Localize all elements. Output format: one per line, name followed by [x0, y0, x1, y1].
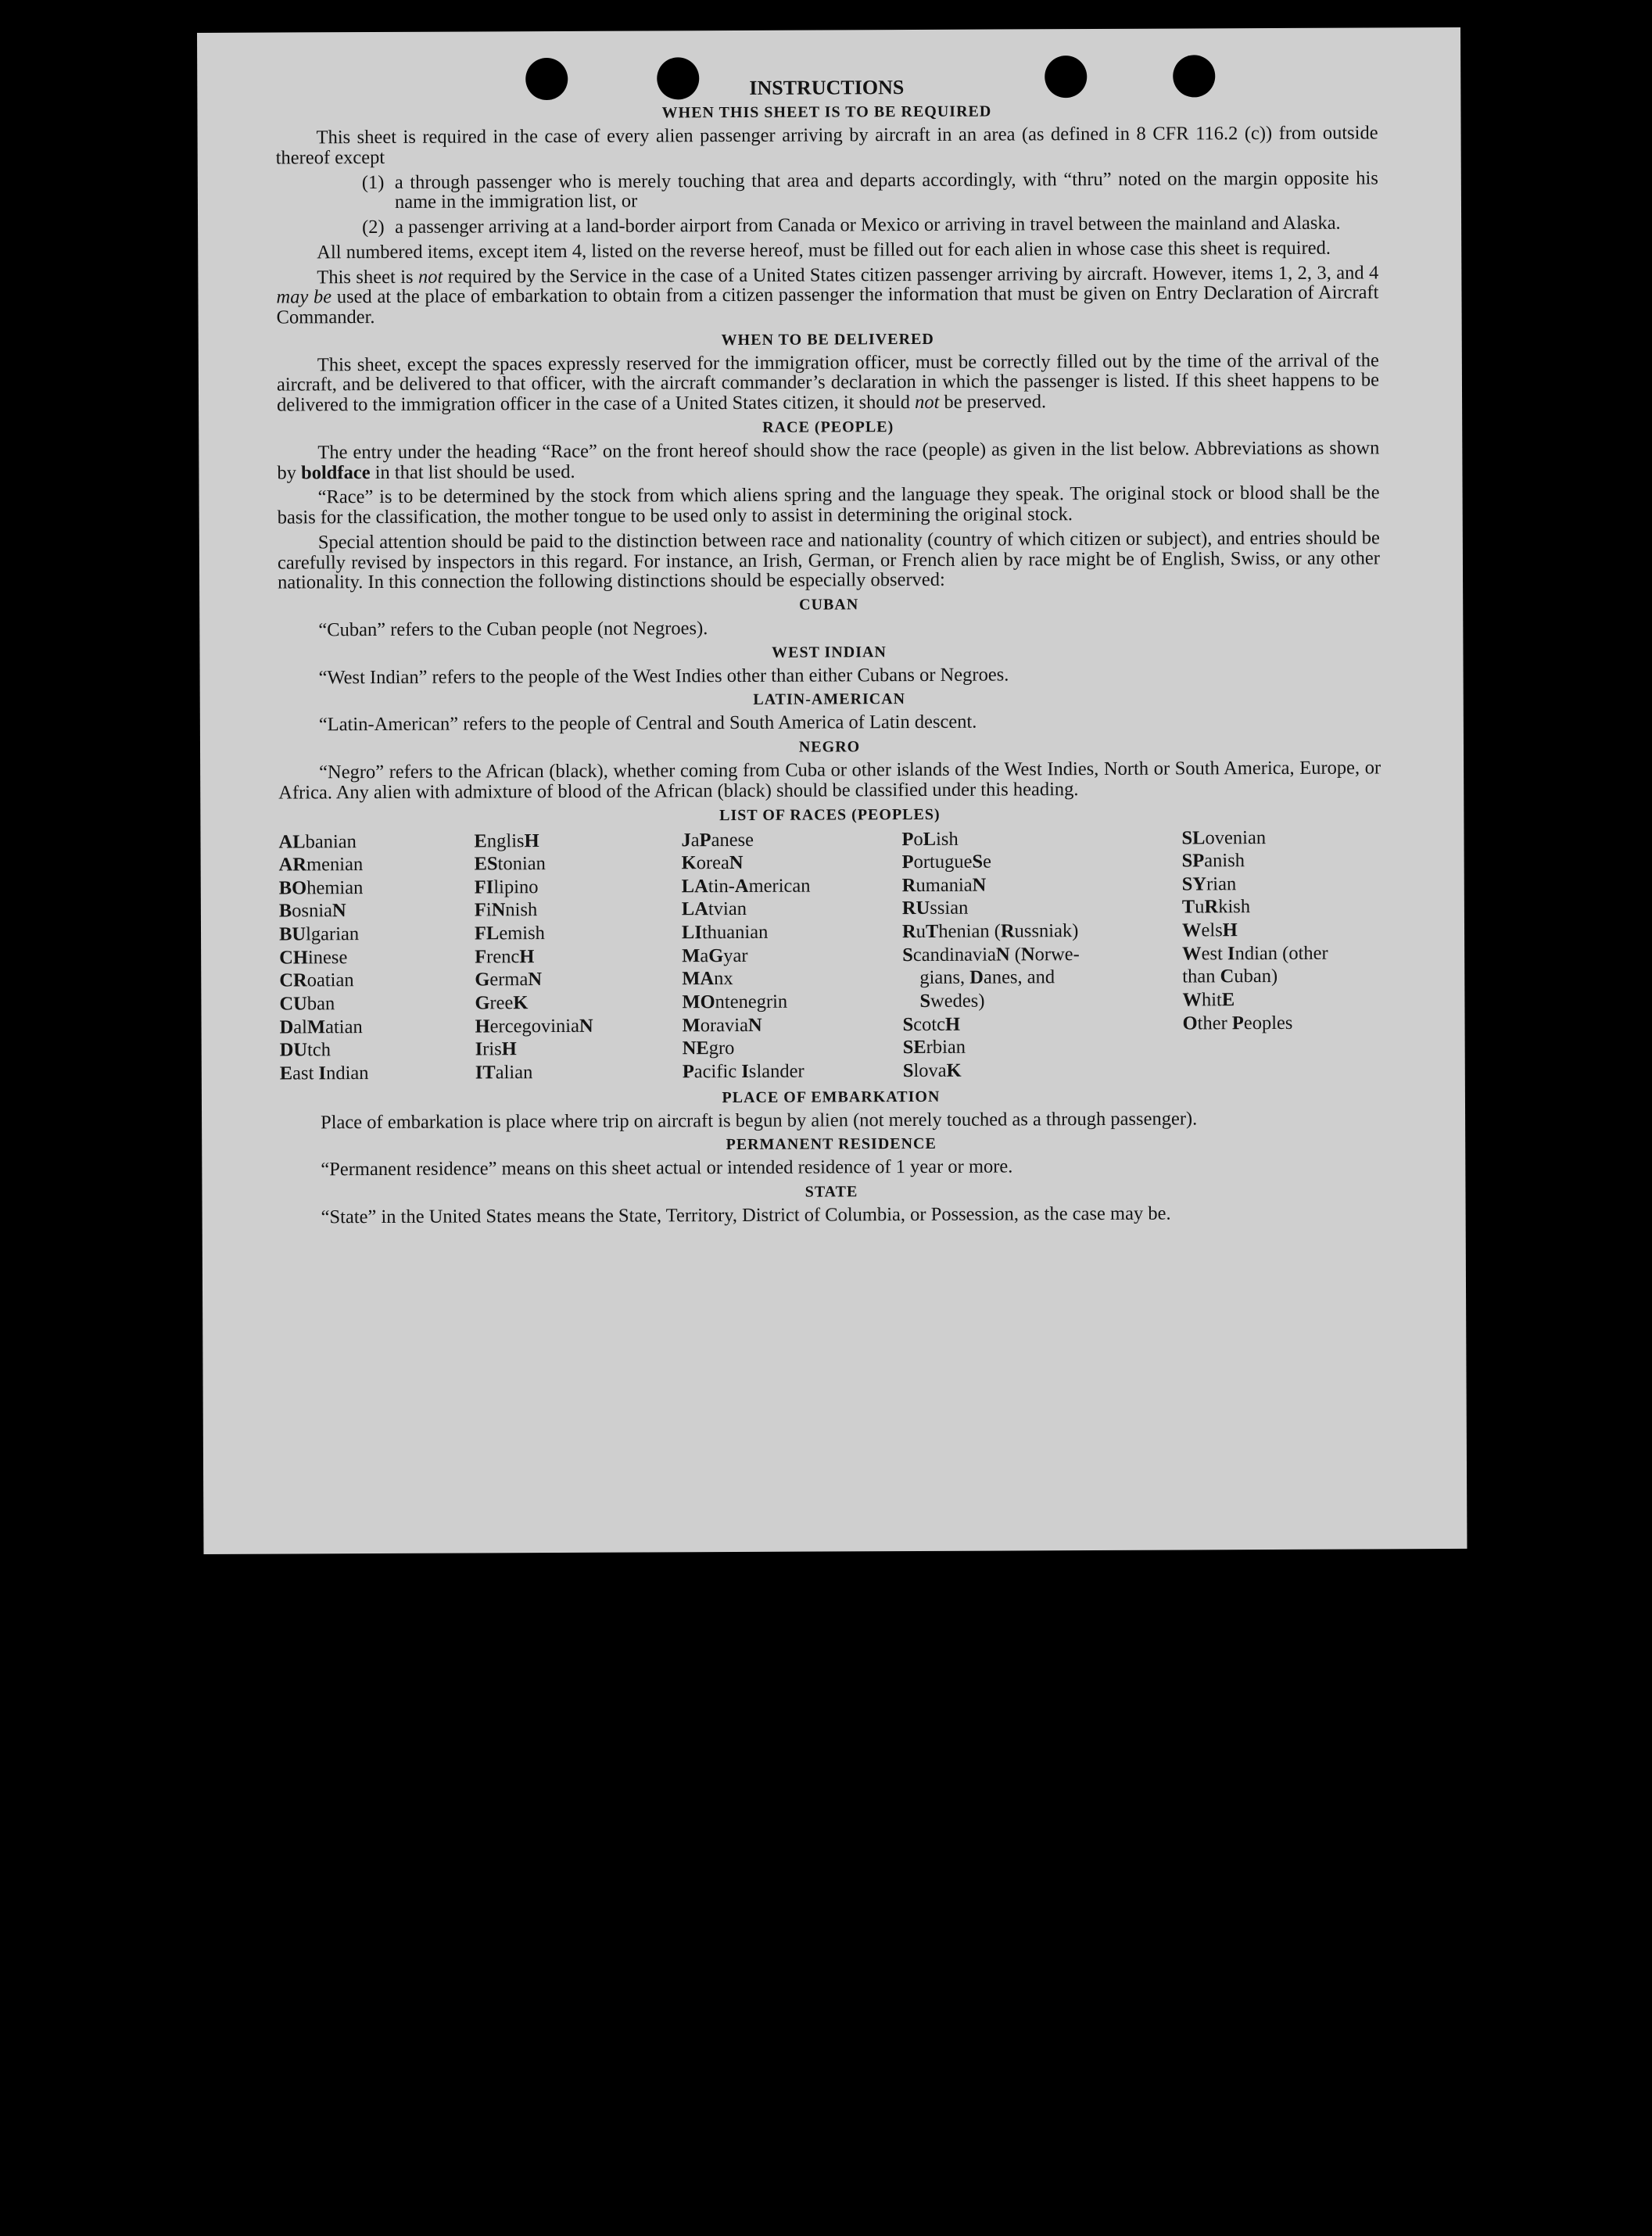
race-column: [1181, 826, 1381, 1081]
section-heading: WHEN TO BE DELIVERED: [721, 330, 934, 349]
race-column: [474, 829, 682, 1084]
race-item: SlovaK: [902, 1059, 962, 1082]
text-run: This sheet is: [317, 266, 419, 288]
text-run: used at the place of embarkation to obtain from a citizen passenger the information that must be given on Entry Declaration of Aircraft Commander.: [276, 281, 1379, 328]
paragraph: [276, 263, 1378, 328]
race-item: DalMatian: [279, 1016, 363, 1038]
race-item: IrisH: [475, 1038, 517, 1060]
race-item: LAtvian: [681, 898, 747, 920]
paragraph: “Negro” refers to the African (black), whether coming from Cuba or other islands of the West Indies, North or South America, Europe, or Africa. Any alien with admixture of blood of the African (black) should be classified under this heading.: [278, 757, 1381, 804]
item-number: (2): [362, 217, 385, 238]
race-item: HercegoviniaN: [475, 1015, 593, 1037]
section-heading: CUBAN: [799, 596, 859, 614]
race-item: SPanish: [1181, 850, 1245, 872]
race-list: [278, 826, 1381, 1085]
section-heading: WEST INDIAN: [772, 643, 887, 661]
paragraph: “West Indian” refers to the people of the West Indies other than either Cubans or Negroes.: [318, 664, 1009, 689]
race-item: GermaN: [475, 969, 543, 991]
section-heading: STATE: [804, 1183, 858, 1201]
paragraph: Special attention should be paid to the distinction between race and nationality (country of which citizen or subject), and entries should be carefully revised by inspectors in this regard. For instance, an Irish, German, or French alien by race might be of English, Swiss, or any other nationality. In this connection the following distinctions should be especially observed:: [277, 527, 1381, 593]
paragraph: [277, 350, 1379, 415]
race-item: FrencH: [475, 945, 535, 968]
race-item: JaPanese: [681, 829, 754, 851]
race-item: FiNnish: [474, 899, 538, 921]
text-run: be preserved.: [939, 391, 1047, 414]
race-item: TuRkish: [1181, 896, 1251, 918]
text-run: in that list should be used.: [370, 460, 575, 483]
text-run: This sheet, except the spaces expressly reserved for the immigration officer, must be correctly filled out by the time of the arrival of the aircraft, and be delivered to that officer, with the aircraft commander’s declaration in which the passenger is listed. If this sheet happens to be delivered to the immigration officer in the case of a United States citizen, it should: [276, 349, 1380, 416]
paragraph: “Race” is to be determined by the stock from which aliens spring and the language they speak. The original stock or blood shall be the basis for the classification, the mother tongue to be used only to assist in determining the original stock.: [277, 482, 1380, 529]
item-text: a passenger arriving at a land-border airport from Canada or Mexico or arriving in travel between the mainland and Alaska.: [395, 212, 1341, 238]
list-item: [362, 213, 1378, 238]
race-item: WhitE: [1182, 989, 1235, 1011]
race-item: CHinese: [279, 946, 348, 969]
section-heading: LIST OF RACES (PEOPLES): [719, 805, 941, 824]
race-item: ALbanian: [278, 830, 357, 853]
section-heading: RACE (PEOPLE): [762, 418, 894, 436]
race-column: [681, 828, 902, 1084]
race-item: MoraviaN: [682, 1014, 762, 1036]
text-run: required by the Service in the case of a United States citizen passenger arriving by aircraft. However, items 1, 2, 3, and 4: [443, 262, 1379, 288]
race-item: LAtin-American: [681, 875, 811, 898]
race-item: Swedes): [919, 990, 985, 1012]
race-item: NEgro: [682, 1037, 735, 1059]
race-item: WelsH: [1181, 919, 1238, 941]
paragraph: “Latin-American” refers to the people of Central and South America of Latin descent.: [318, 711, 977, 736]
section-heading: LATIN-AMERICAN: [753, 690, 906, 709]
race-item: MAnx: [682, 968, 733, 990]
italic-text: may be: [276, 286, 332, 308]
section-heading: PERMANENT RESIDENCE: [726, 1135, 937, 1154]
race-item: than Cuban): [1182, 966, 1278, 987]
race-item: RumaniaN: [901, 874, 987, 896]
section-heading: NEGRO: [798, 738, 861, 756]
paragraph: Place of embarkation is place where trip on aircraft is begun by alien (not merely touched as a through passenger).: [321, 1108, 1198, 1133]
race-item: SYrian: [1181, 873, 1237, 895]
text-run: The entry under the heading “Race” on the front hereof should show the race (people) as given in the list below. Abbreviations as shown by: [277, 437, 1380, 484]
race-item: EStonian: [474, 853, 546, 875]
race-item: PortugueSe: [901, 851, 992, 873]
race-item: DUtch: [279, 1039, 331, 1061]
paragraph: This sheet is required in the case of every alien passenger arriving by aircraft in an area (as defined in 8 CFR 116.2 (c)) from outside thereof except: [275, 122, 1378, 169]
race-item: RuThenian (Russniak): [901, 920, 1079, 943]
race-item: GreeK: [475, 992, 529, 1014]
race-item: ARmenian: [278, 854, 364, 876]
list-item: [362, 168, 1378, 213]
section-heading: PLACE OF EMBARKATION: [722, 1088, 941, 1106]
race-item: East Indian: [279, 1062, 369, 1084]
italic-text: not: [417, 266, 443, 288]
race-item: ScandinaviaN (Norwe-: [902, 943, 1080, 966]
race-item: MaGyar: [682, 944, 748, 967]
race-item: SErbian: [902, 1037, 966, 1059]
italic-text: not: [914, 392, 940, 414]
race-item: BUlgarian: [278, 923, 360, 945]
paragraph: [277, 438, 1379, 483]
race-item: LIthuanian: [681, 921, 769, 944]
document-body: [275, 74, 1382, 1232]
item-number: (1): [361, 171, 385, 193]
race-item: FLemish: [474, 923, 545, 944]
bold-text: boldface: [301, 461, 371, 484]
race-item: CRoatian: [279, 969, 354, 991]
race-item: BosniaN: [278, 900, 346, 923]
section-heading: WHEN THIS SHEET IS TO BE REQUIRED: [661, 102, 992, 122]
page-title: INSTRUCTIONS: [749, 76, 905, 99]
document-sheet: [197, 27, 1467, 1554]
race-item: RUssian: [901, 898, 969, 919]
race-item: ScotcH: [902, 1013, 961, 1035]
race-item: BOhemian: [278, 876, 364, 899]
race-item: Pacific Islander: [682, 1060, 804, 1083]
race-item: EnglisH: [474, 830, 539, 852]
race-item: ITalian: [475, 1062, 533, 1084]
race-item: MOntenegrin: [682, 991, 788, 1013]
race-item: PoLish: [901, 828, 959, 850]
race-item: Other Peoples: [1182, 1012, 1293, 1034]
race-column: [278, 830, 475, 1085]
paragraph: “State” in the United States means the State, Territory, District of Columbia, or Possession, as the case may be.: [321, 1202, 1171, 1228]
item-text: a through passenger who is merely touching that area and departs accordingly, with “thru” noted on the margin opposite his name in the immigration list, or: [394, 167, 1378, 213]
race-item: FIlipino: [474, 876, 539, 898]
race-column: [901, 826, 1182, 1083]
race-item: West Indian (other: [1182, 942, 1328, 965]
race-item: gians, Danes, and: [919, 966, 1055, 989]
race-item: KoreaN: [681, 852, 744, 874]
paragraph: “Permanent residence” means on this sheet actual or intended residence of 1 year or more.: [321, 1156, 1013, 1181]
paragraph: All numbered items, except item 4, listed on the reverse hereof, must be filled out for each alien in whose case this sheet is required.: [317, 237, 1331, 263]
race-item: SLovenian: [1181, 826, 1267, 849]
race-item: CUban: [279, 993, 335, 1015]
paragraph: “Cuban” refers to the Cuban people (not Negroes).: [318, 618, 708, 641]
